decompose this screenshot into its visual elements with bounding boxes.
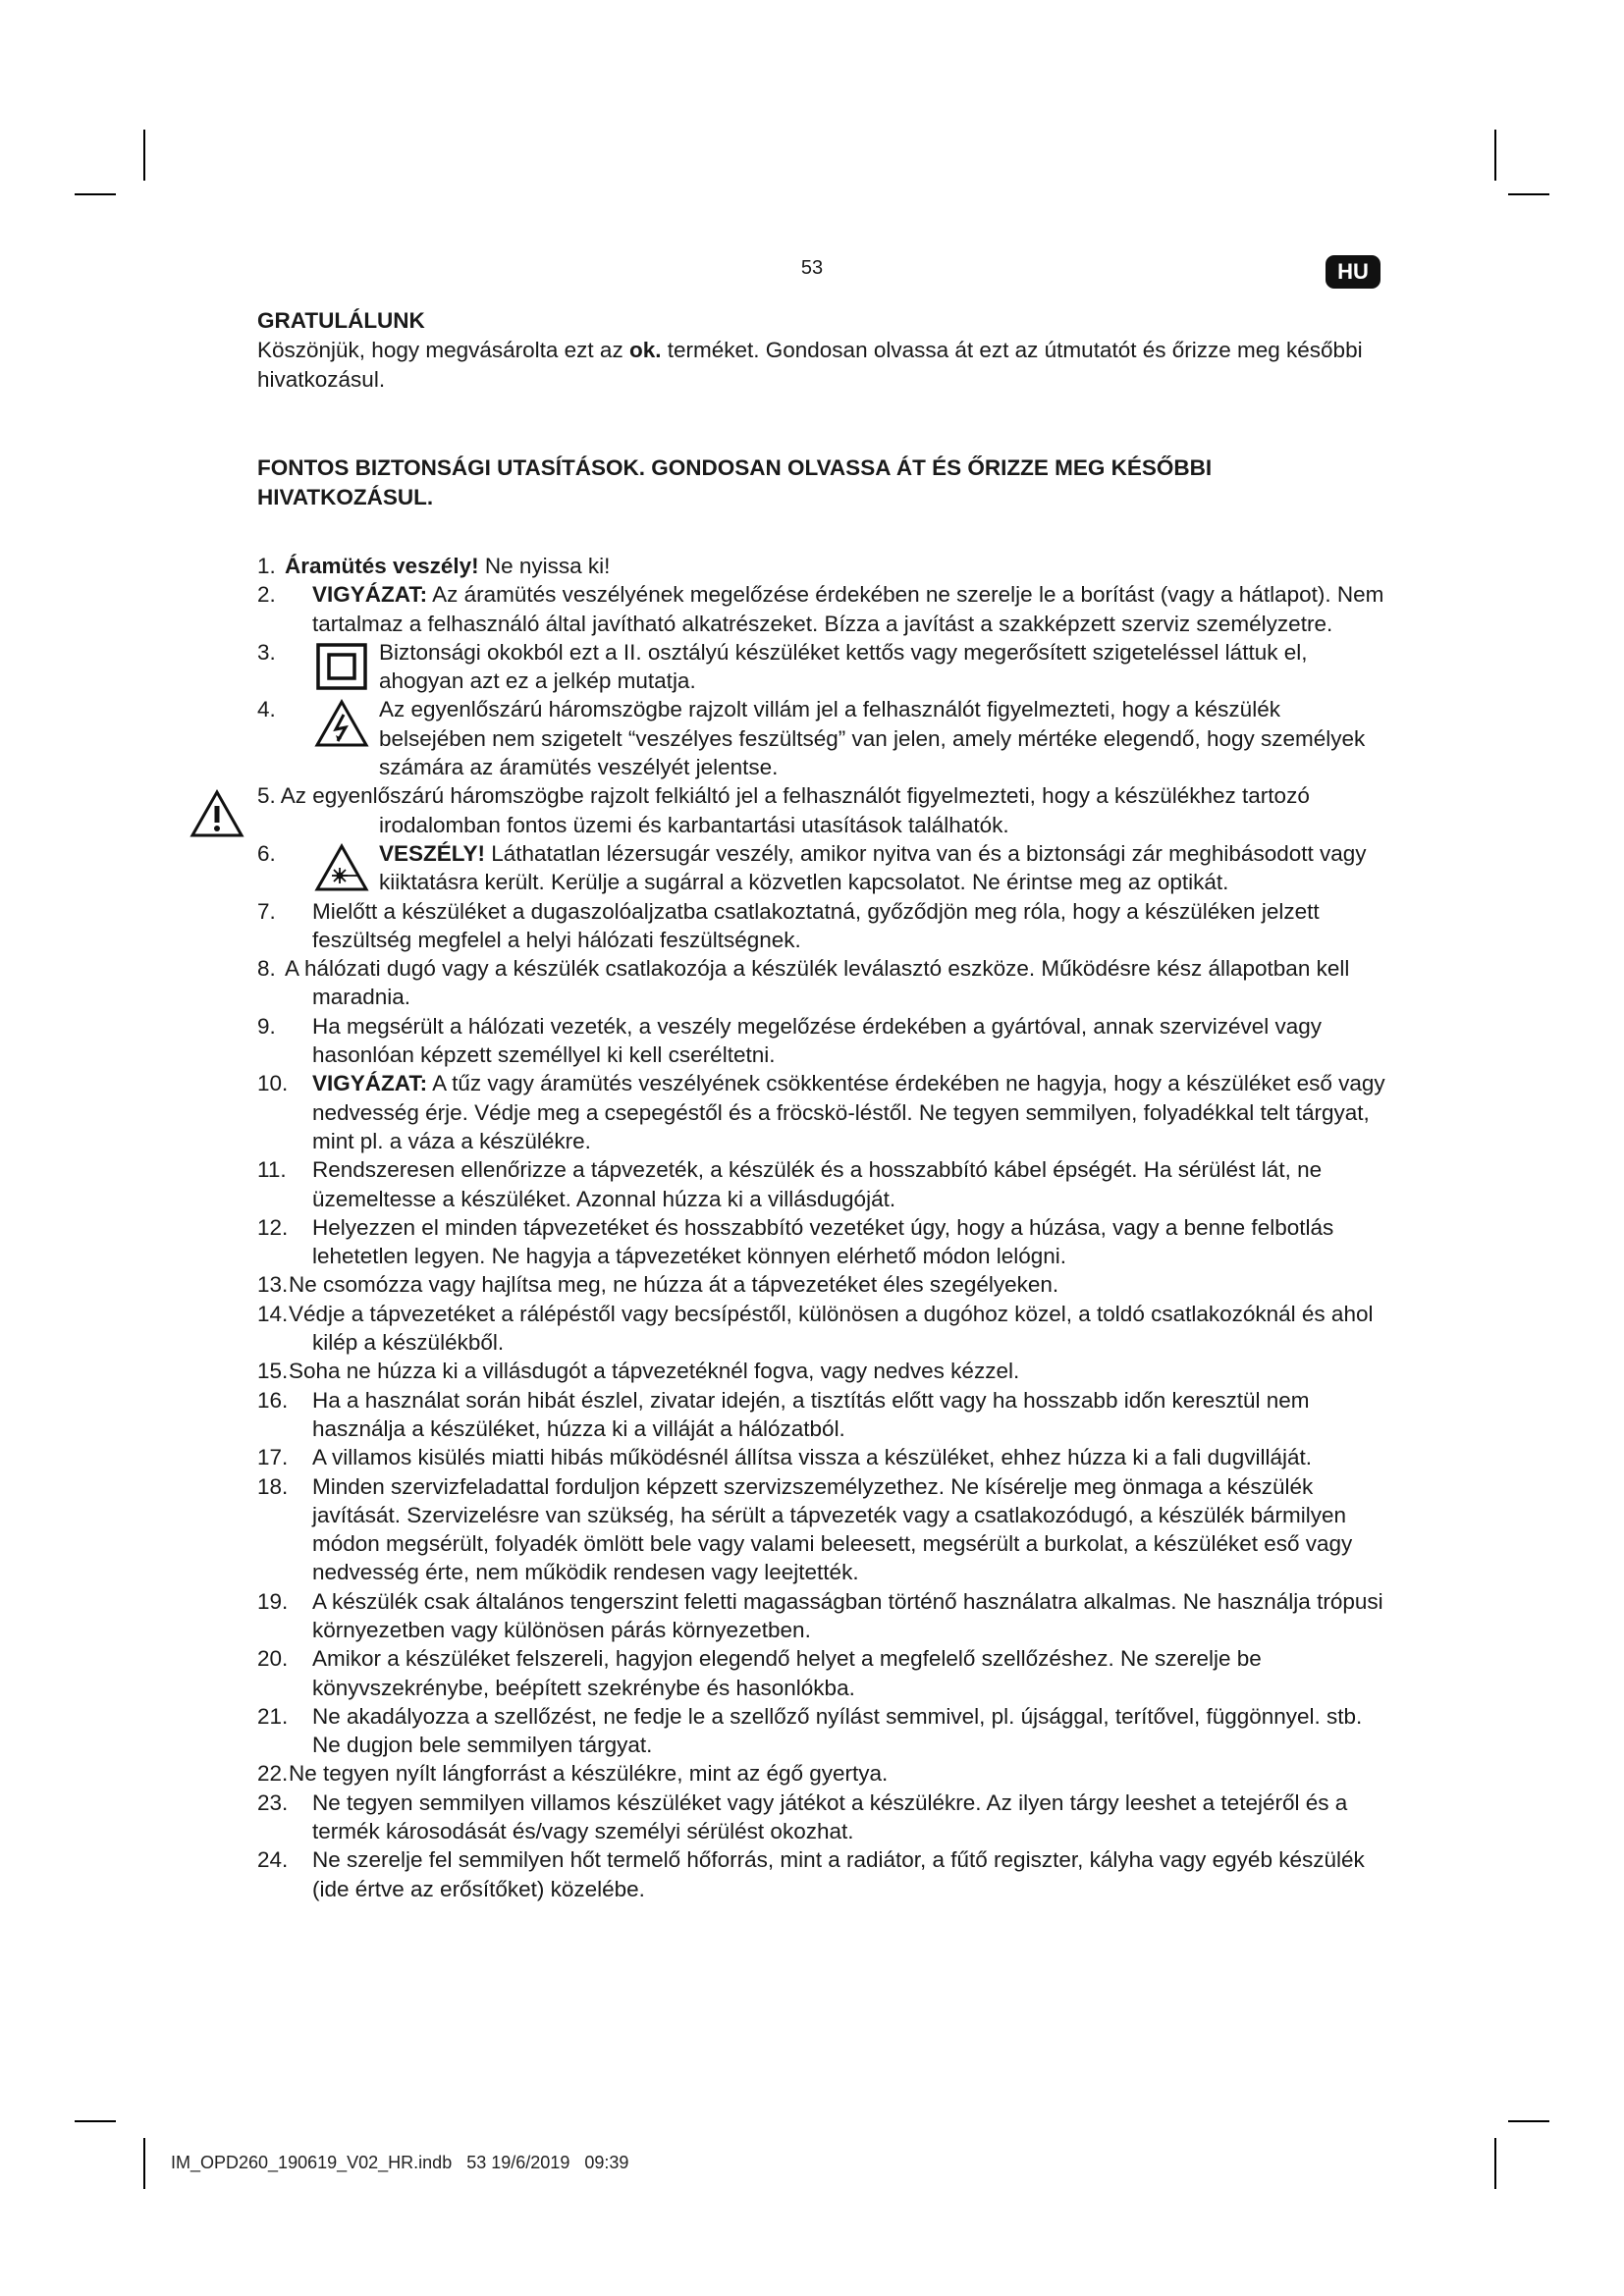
item-text: Az egyenlőszárú háromszögbe rajzolt felkiáltó jel a felhasználót figyelmezteti, hogy a készülékhez tartozó irodalomban fontos üzemi és karbantartási utasítások találhatók. xyxy=(280,783,1310,837)
footer-date-time: 19/6/2019 09:39 xyxy=(491,2153,629,2172)
instruction-item-22 xyxy=(257,1759,1386,1788)
crop-mark-bottom-left-vertical xyxy=(143,2138,145,2189)
item-text: Ne tegyen nyílt lángforrást a készülékre, mint az égő gyertya. xyxy=(289,1761,889,1787)
item-number: 4. xyxy=(257,697,276,722)
intro-text-end: terméket. Gondosan olvassa át ezt az útmutatót és őrizze meg későbbi hivatkozásul. xyxy=(257,338,1363,392)
double-insulation-icon xyxy=(314,642,369,691)
instruction-item-21 xyxy=(257,1702,1386,1760)
item-text: A tűz vagy áramütés veszélyének csökkentése érdekében ne hagyja, hogy a készüléket eső vagy nedvesség érje. Védje meg a csepegéstől és a fröcskö-léstől. Ne tegyen semmilyen, folyadékkal telt tárgyat, mint pl. a váza a készülékre. xyxy=(312,1071,1385,1153)
instruction-item-18 xyxy=(257,1472,1386,1587)
item-text: A készülék csak általános tengerszint feletti magasságban történő használatra alkalmas. Ne használja trópusi környezetben vagy különösen párás környezetben. xyxy=(312,1588,1383,1642)
footer-file-info: IM_OPD260_190619_V02_HR.indb 53 xyxy=(171,2153,487,2172)
item-text: Rendszeresen ellenőrizze a tápvezeték, a készülék és a hosszabbító kábel épségét. Ha sérülést lát, ne üzemeltesse a készüléket. Azonnal húzza ki a villásdugóját. xyxy=(312,1157,1323,1211)
page-content xyxy=(257,306,1386,1903)
instruction-item-4 xyxy=(257,695,1386,781)
laser-warning-icon xyxy=(314,843,369,892)
instruction-item-16 xyxy=(257,1386,1386,1444)
item-bold: VIGYÁZAT: xyxy=(312,1071,428,1096)
item-text: Ne szerelje fel semmilyen hőt termelő hőforrás, mint a radiátor, a fűtő regiszter, kályha vagy egyéb készülék (ide értve az erősítőket) közelébe. xyxy=(312,1847,1365,1901)
instruction-item-11 xyxy=(257,1155,1386,1213)
item-text: Biztonsági okokból ezt a II. osztályú készüléket kettős vagy megerősített szigeteléssel láttuk el, ahogyan azt ez a jelkép mutatja. xyxy=(379,639,1308,694)
instruction-item-13 xyxy=(257,1270,1386,1299)
item-number: 21. xyxy=(257,1703,289,1729)
item-number: 15. xyxy=(257,1359,289,1384)
instruction-item-5 xyxy=(257,781,1386,839)
page-number: 53 xyxy=(800,257,824,279)
instruction-item-15 xyxy=(257,1357,1386,1385)
instruction-item-10 xyxy=(257,1069,1386,1155)
item-text: Láthatatlan lézersugár veszély, amikor nyitva van és a biztonsági zár meghibásodott vagy kiiktatásra került. Kerülje a sugárral a közvetlen kapcsolatot. Ne érintse meg az optikát. xyxy=(379,840,1367,895)
safety-heading: FONTOS BIZTONSÁGI UTASÍTÁSOK. GONDOSAN OLVASSA ÁT ÉS ŐRIZZE MEG KÉSŐBBI HIVATKOZÁSUL. xyxy=(257,455,1213,509)
instruction-item-19 xyxy=(257,1587,1386,1645)
item-text: Minden szervizfeladattal forduljon képzett szervizszemélyzethez. Ne kísérelje meg önmaga a készülék javítását. Szervizelésre van szükség, ha sérült a tápvezeték vagy a csatlakozódugó, a készülék bármilyen módon megsérült, folyadék ömlött bele vagy valami beleesett, megsérült a burkolat, a készüléket eső vagy nedvesség érte, nem működik rendesen vagy leejtették. xyxy=(312,1473,1353,1585)
item-text: Ne csomózza vagy hajlítsa meg, ne húzza át a tápvezetéket éles szegélyeken. xyxy=(289,1272,1059,1298)
crop-mark-top-right-horizontal xyxy=(1508,193,1549,195)
item-number: 5. xyxy=(257,783,276,809)
item-text: A villamos kisülés miatti hibás működésnél állítsa vissza a készüléket, ehhez húzza ki a fali dugvilláját. xyxy=(312,1445,1312,1470)
intro-title: GRATULÁLUNK xyxy=(257,308,425,333)
instruction-item-1 xyxy=(257,552,1386,580)
item-text: Ha a használat során hibát észlel, zivatar idején, a tisztítás előtt vagy ha hosszabb időn keresztül nem használja a készüléket, húzza ki a villáját a hálózatból. xyxy=(312,1387,1310,1441)
crop-mark-top-left-horizontal xyxy=(75,193,116,195)
instruction-item-20 xyxy=(257,1644,1386,1702)
instruction-item-6 xyxy=(257,839,1386,897)
crop-mark-bottom-left-horizontal xyxy=(75,2120,116,2122)
instruction-item-12 xyxy=(257,1213,1386,1271)
print-footer xyxy=(171,2153,628,2173)
item-number: 1. xyxy=(257,554,276,578)
item-number: 3. xyxy=(257,639,276,665)
item-text: Ne akadályozza a szellőzést, ne fedje le a szellőző nyílást semmivel, pl. újsággal, terítővel, függönnyel. stb. Ne dugjon bele semmilyen tárgyat. xyxy=(312,1703,1363,1758)
item-number: 11. xyxy=(257,1157,287,1183)
item-bold: Áramütés veszély! xyxy=(285,554,479,578)
item-number: 7. xyxy=(257,898,276,924)
item-bold: VESZÉLY! xyxy=(379,840,485,866)
item-text: Ne tegyen semmilyen villamos készüléket vagy játékot a készülékre. Az ilyen tárgy leeshet a tetejéről és a termék károsodását és/vagy személyi sérülést okozhat. xyxy=(312,1789,1348,1844)
instruction-item-9 xyxy=(257,1012,1386,1070)
instruction-item-7 xyxy=(257,897,1386,955)
item-bold: VIGYÁZAT: xyxy=(312,582,428,608)
item-number: 19. xyxy=(257,1588,289,1614)
item-text: Soha ne húzza ki a villásdugót a tápvezetéknél fogva, vagy nedves kézzel. xyxy=(289,1359,1020,1384)
item-number: 12. xyxy=(257,1214,289,1240)
instruction-item-17 xyxy=(257,1443,1386,1471)
item-number: 17. xyxy=(257,1445,289,1470)
instruction-item-2 xyxy=(257,580,1386,638)
lightning-warning-icon xyxy=(314,699,369,748)
item-number: 16. xyxy=(257,1387,289,1413)
instruction-item-14 xyxy=(257,1300,1386,1358)
item-text: Amikor a készüléket felszereli, hagyjon elegendő helyet a megfelelő szellőzéshez. Ne szerelje be könyvszekrénybe, beépített szekrénybe és hasonlókba. xyxy=(312,1646,1262,1700)
crop-mark-top-left-vertical xyxy=(143,130,145,181)
item-number: 10. xyxy=(257,1071,289,1096)
instruction-item-8 xyxy=(257,954,1386,1012)
item-text: Ha megsérült a hálózati vezeték, a veszély megelőzése érdekében a gyártóval, annak szervizével vagy hasonlóan képzett személlyel ki kell cseréltetni. xyxy=(312,1013,1323,1068)
instruction-item-3 xyxy=(257,638,1386,696)
item-number: 2. xyxy=(257,582,276,608)
item-number: 6. xyxy=(257,840,276,866)
intro-text-start: Köszönjük, hogy megvásárolta ezt az xyxy=(257,338,629,362)
item-number: 22. xyxy=(257,1761,289,1787)
item-number: 23. xyxy=(257,1789,289,1815)
safety-instruction-list xyxy=(257,552,1386,1903)
item-text: Az egyenlőszárú háromszögbe rajzolt villám jel a felhasználót figyelmezteti, hogy a készülék belsejében nem szigetelt “veszélyes feszültség” van jelen, amely mértéke elegendő, hogy személyek számára az áramütés veszélyét jelentse. xyxy=(379,697,1366,780)
item-number: 13. xyxy=(257,1272,289,1298)
crop-mark-bottom-right-horizontal xyxy=(1508,2120,1549,2122)
item-number: 24. xyxy=(257,1847,289,1873)
intro-text xyxy=(257,336,1386,395)
instruction-item-24 xyxy=(257,1845,1386,1903)
exclamation-warning-icon xyxy=(311,789,366,838)
item-text: Helyezzen el minden tápvezetéket és hosszabbító vezetéket úgy, hogy a húzása, vagy a benne felbotlás lehetetlen legyen. Ne hagyja a tápvezetéket könnyen elérhető módon lelógni. xyxy=(312,1214,1334,1269)
instruction-item-23 xyxy=(257,1789,1386,1846)
item-text: Védje a tápvezetéket a rálépéstől vagy becsípéstől, különösen a dugóhoz közel, a toldó csatlakozóknál és ahol kilép a készülékből. xyxy=(289,1301,1374,1356)
item-number: 9. xyxy=(257,1013,276,1039)
item-text: Mielőtt a készüléket a dugaszolóaljzatba csatlakoztatná, győződjön meg róla, hogy a készüléken jelzett feszültség megfelel a helyi hálózati feszültségnek. xyxy=(312,898,1320,952)
item-text: Ne nyissa ki! xyxy=(478,554,611,578)
crop-mark-bottom-right-vertical xyxy=(1494,2138,1496,2189)
item-text: A hálózati dugó vagy a készülék csatlakozója a készülék leválasztó eszköze. Működésre kész állapotban kell maradnia. xyxy=(285,956,1350,1010)
item-number: 14. xyxy=(257,1301,289,1326)
item-number: 20. xyxy=(257,1646,289,1672)
item-number: 8. xyxy=(257,956,276,982)
language-badge: HU xyxy=(1326,255,1380,289)
crop-mark-top-right-vertical xyxy=(1494,130,1496,181)
item-number: 18. xyxy=(257,1473,289,1499)
brand-name: ok. xyxy=(628,338,662,362)
item-text: Az áramütés veszélyének megelőzése érdekében ne szerelje le a borítást (vagy a hátlapot). Nem tartalmaz a felhasználó által javítható alkatrészeket. Bízza a javítást a szakképzett szerviz személyzetre. xyxy=(312,582,1384,636)
